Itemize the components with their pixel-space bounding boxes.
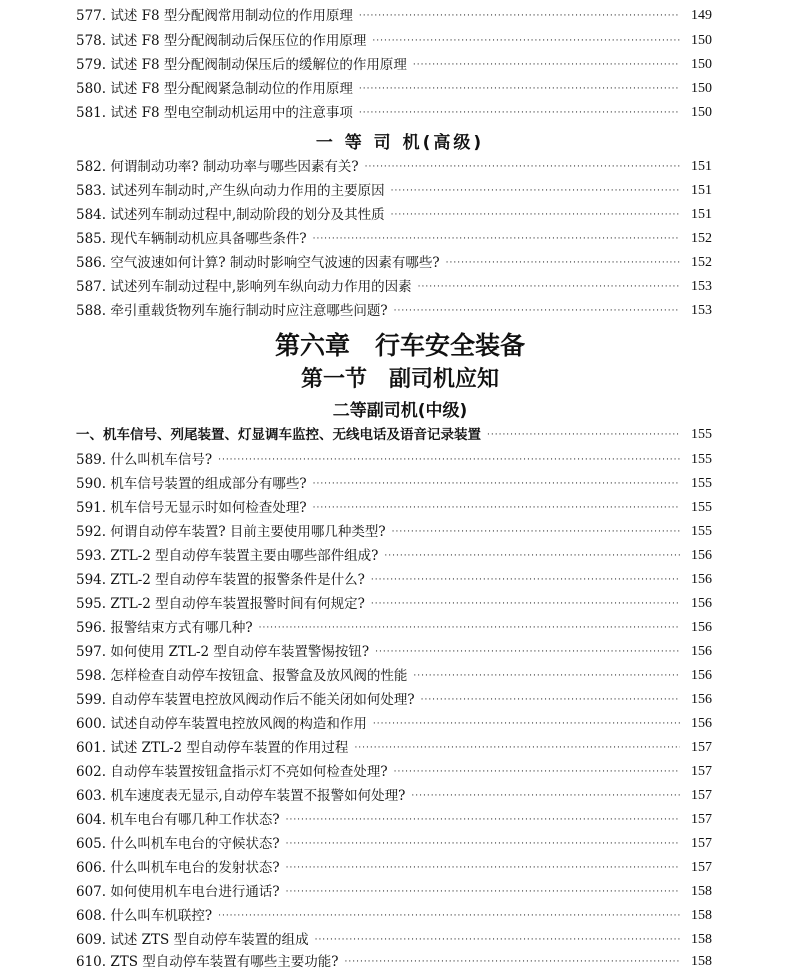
toc-entry xyxy=(76,276,712,298)
page-number: 151 xyxy=(691,207,712,222)
leader-dots xyxy=(384,545,680,567)
toc-entry xyxy=(76,180,712,202)
entry-text: 603. 机车速度表无显示,自动停车装置不报警如何处理? xyxy=(76,788,406,804)
toc-entry xyxy=(76,737,712,759)
leader-dots xyxy=(371,593,680,615)
leader-dots xyxy=(286,833,680,855)
toc-entry xyxy=(76,593,712,615)
leader-dots xyxy=(421,689,680,711)
page-number: 153 xyxy=(691,279,712,294)
page-number: 153 xyxy=(691,303,712,318)
entry-text: 594. ZTL-2 型自动停车装置的报警条件是什么? xyxy=(76,572,365,588)
leader-dots xyxy=(418,276,680,298)
entry-text: 580. 试述 F8 型分配阀紧急制动位的作用原理 xyxy=(76,81,353,97)
page-number: 156 xyxy=(691,548,712,563)
page-number: 150 xyxy=(691,105,712,120)
leader-dots xyxy=(375,641,680,663)
page-number: 157 xyxy=(691,812,712,827)
toc-entry xyxy=(76,545,712,567)
toc-entry xyxy=(76,665,712,687)
toc-entry xyxy=(76,521,712,543)
entry-text: 583. 试述列车制动时,产生纵向动力作用的主要原因 xyxy=(76,183,385,199)
leader-dots xyxy=(354,737,680,759)
leader-dots xyxy=(286,809,680,831)
toc-entry xyxy=(76,833,712,855)
leader-dots xyxy=(315,929,680,951)
page-number: 155 xyxy=(691,500,712,515)
toc-entry xyxy=(76,54,712,76)
leader-dots xyxy=(313,497,680,519)
entry-text: 607. 如何使用机车电台进行通话? xyxy=(76,884,280,900)
entry-text: 592. 何谓自动停车装置? 目前主要使用哪几种类型? xyxy=(76,524,386,540)
toc-entry xyxy=(76,641,712,663)
entry-text: 590. 机车信号装置的组成部分有哪些? xyxy=(76,476,307,492)
page-number: 152 xyxy=(691,255,712,270)
page-number: 156 xyxy=(691,620,712,635)
leader-dots xyxy=(391,180,680,202)
toc-entry xyxy=(76,881,712,903)
leader-dots xyxy=(413,54,680,76)
toc-entry xyxy=(76,204,712,226)
entry-text: 595. ZTL-2 型自动停车装置报警时间有何规定? xyxy=(76,596,365,612)
page-number: 151 xyxy=(691,183,712,198)
entry-text: 577. 试述 F8 型分配阀常用制动位的作用原理 xyxy=(76,8,353,24)
entry-text: 589. 什么叫机车信号? xyxy=(76,452,213,468)
page-number: 158 xyxy=(691,908,712,923)
entry-text: 588. 牵引重载货物列车施行制动时应注意哪些问题? xyxy=(76,303,388,319)
page-number: 156 xyxy=(691,572,712,587)
entry-text: 596. 报警结束方式有哪几种? xyxy=(76,620,253,636)
page-number: 157 xyxy=(691,860,712,875)
leader-dots xyxy=(392,521,680,543)
page-number: 149 xyxy=(691,8,712,23)
toc-entry xyxy=(76,5,712,27)
toc-entry xyxy=(76,809,712,831)
toc-entry xyxy=(76,300,712,322)
leader-dots xyxy=(313,473,680,495)
toc-entry xyxy=(76,857,712,879)
page-number: 155 xyxy=(691,452,712,467)
toc-entry xyxy=(76,929,712,951)
toc-entry xyxy=(76,617,712,639)
entry-text: 587. 试述列车制动过程中,影响列车纵向动力作用的因素 xyxy=(76,279,412,295)
entry-text: 604. 机车电台有哪几种工作状态? xyxy=(76,812,280,828)
entry-text: 598. 怎样检查自动停车按钮盒、报警盒及放风阀的性能 xyxy=(76,668,408,684)
entry-text: 586. 空气波速如何计算? 制动时影响空气波速的因素有哪些? xyxy=(76,255,440,271)
page-number: 158 xyxy=(691,884,712,899)
entry-text: 599. 自动停车装置电控放风阀动作后不能关闭如何处理? xyxy=(76,692,415,708)
page-number: 156 xyxy=(691,644,712,659)
entry-text: 582. 何谓制动功率? 制动功率与哪些因素有关? xyxy=(76,159,359,175)
entry-text: 606. 什么叫机车电台的发射状态? xyxy=(76,860,280,876)
page-number: 157 xyxy=(691,788,712,803)
toc-entry xyxy=(76,449,712,471)
leader-dots xyxy=(365,156,680,178)
entry-text: 597. 如何使用 ZTL-2 型自动停车装置警惕按钮? xyxy=(76,644,370,660)
page-number: 150 xyxy=(691,57,712,72)
entry-text: 609. 试述 ZTS 型自动停车装置的组成 xyxy=(76,932,309,948)
leader-dots xyxy=(286,857,680,879)
entry-text: 581. 试述 F8 型电空制动机运用中的注意事项 xyxy=(76,105,353,121)
toc-entry xyxy=(76,569,712,591)
subsection-text: 一、机车信号、列尾装置、灯显调车监控、无线电话及语音记录装置 xyxy=(76,427,481,443)
entry-text: 578. 试述 F8 型分配阀制动后保压位的作用原理 xyxy=(76,33,367,49)
leader-dots xyxy=(487,424,680,446)
toc-entry xyxy=(76,761,712,783)
toc-entry xyxy=(76,102,712,124)
toc-entry xyxy=(76,951,712,973)
entry-text: 608. 什么叫车机联控? xyxy=(76,908,213,924)
page-number: 157 xyxy=(691,740,712,755)
leader-dots xyxy=(391,204,680,226)
toc-entry xyxy=(76,785,712,807)
leader-dots xyxy=(359,5,680,27)
leader-dots xyxy=(411,785,680,807)
entry-text: 593. ZTL-2 型自动停车装置主要由哪些部件组成? xyxy=(76,548,379,564)
toc-entry xyxy=(76,905,712,927)
page-number: 151 xyxy=(691,159,712,174)
page-number: 155 xyxy=(691,427,712,442)
entry-text: 605. 什么叫机车电台的守候状态? xyxy=(76,836,280,852)
page-number: 157 xyxy=(691,764,712,779)
entry-text: 602. 自动停车装置按钮盒指示灯不亮如何检查处理? xyxy=(76,764,388,780)
page-number: 157 xyxy=(691,836,712,851)
page-number: 156 xyxy=(691,668,712,683)
toc-entry xyxy=(76,78,712,100)
toc-entry xyxy=(76,473,712,495)
leader-dots xyxy=(394,761,680,783)
toc-entry xyxy=(76,30,712,52)
toc-entry xyxy=(76,713,712,735)
page-number: 158 xyxy=(691,932,712,947)
page-number: 155 xyxy=(691,524,712,539)
page-number: 156 xyxy=(691,716,712,731)
toc-entry xyxy=(76,689,712,711)
leader-dots xyxy=(371,569,680,591)
subsection-entry xyxy=(76,424,712,446)
leader-dots xyxy=(394,300,680,322)
leader-dots xyxy=(446,252,680,274)
leader-dots xyxy=(259,617,680,639)
entry-text: 584. 试述列车制动过程中,制动阶段的划分及其性质 xyxy=(76,207,385,223)
section-title: 第一节 副司机应知 xyxy=(300,367,499,392)
page-number: 150 xyxy=(691,33,712,48)
entry-text: 610. ZTS 型自动停车装置有哪些主要功能? xyxy=(76,954,339,970)
entry-text: 601. 试述 ZTL-2 型自动停车装置的作用过程 xyxy=(76,740,349,756)
leader-dots xyxy=(345,951,680,973)
page-number: 156 xyxy=(691,596,712,611)
entry-text: 579. 试述 F8 型分配阀制动保压后的缓解位的作用原理 xyxy=(76,57,407,73)
toc-entry xyxy=(76,228,712,250)
toc-entry xyxy=(76,497,712,519)
leader-dots xyxy=(413,665,680,687)
page-number: 155 xyxy=(691,476,712,491)
level-heading: 一 等 司 机(高级) xyxy=(315,133,485,153)
level-heading: 二等副司机(中级) xyxy=(332,401,468,421)
leader-dots xyxy=(313,228,680,250)
toc-entry xyxy=(76,156,712,178)
page-number: 150 xyxy=(691,81,712,96)
entry-text: 585. 现代车辆制动机应具备哪些条件? xyxy=(76,231,307,247)
leader-dots xyxy=(372,30,680,52)
leader-dots xyxy=(359,78,680,100)
leader-dots xyxy=(218,449,680,471)
leader-dots xyxy=(359,102,680,124)
leader-dots xyxy=(218,905,680,927)
leader-dots xyxy=(286,881,680,903)
chapter-title: 第六章 行车安全装备 xyxy=(274,331,525,360)
page-number: 152 xyxy=(691,231,712,246)
page-number: 158 xyxy=(691,954,712,969)
page-number: 156 xyxy=(691,692,712,707)
leader-dots xyxy=(373,713,680,735)
entry-text: 591. 机车信号无显示时如何检查处理? xyxy=(76,500,307,516)
entry-text: 600. 试述自动停车装置电控放风阀的构造和作用 xyxy=(76,716,367,732)
toc-entry xyxy=(76,252,712,274)
